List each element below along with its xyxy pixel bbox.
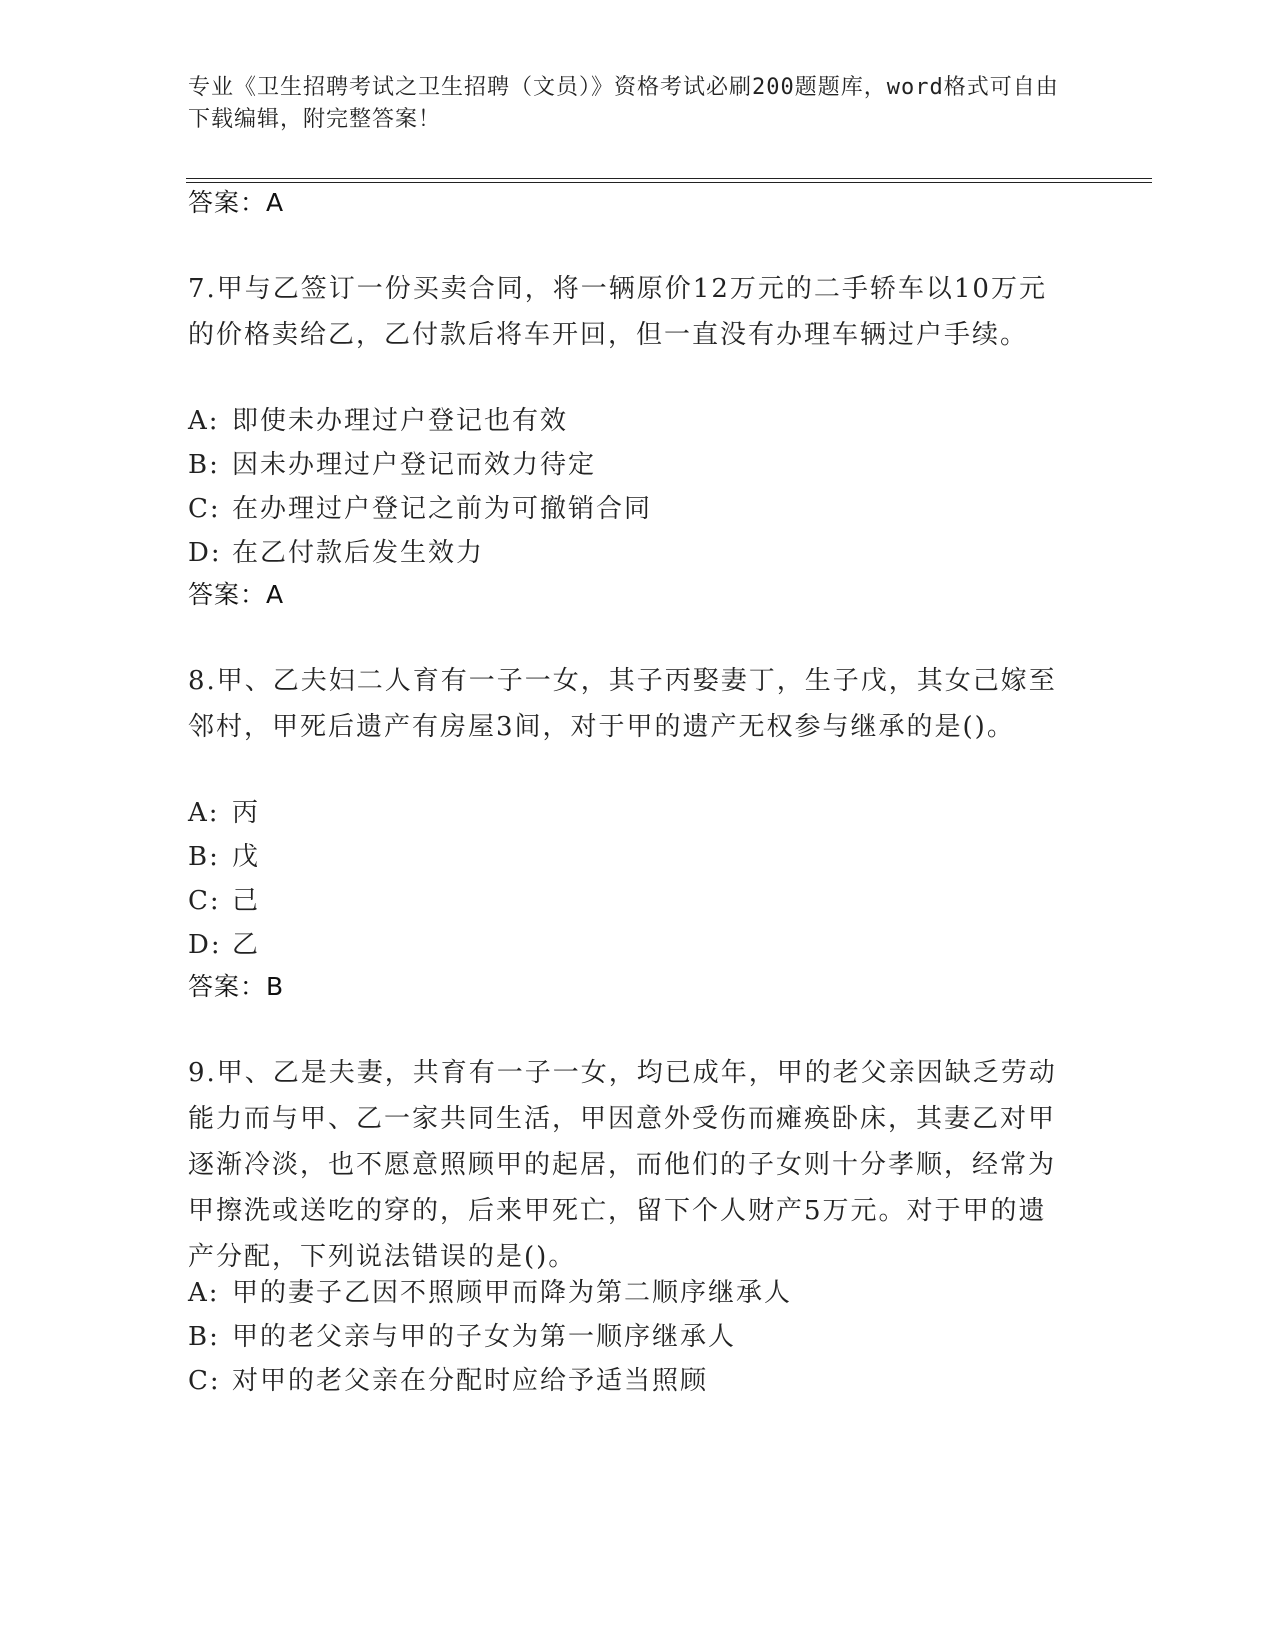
option-key: B: [188,842,220,872]
header-rule-top [186,178,1152,179]
question-8-option-b [188,840,260,874]
option-key: D: [188,930,222,960]
question-9-option-b [188,1320,736,1354]
question-8-stem: 8.甲、乙夫妇二人育有一子一女，其子丙娶妻丁，生子戊，其女己嫁至邻村，甲死后遗产有房屋3间，对于甲的遗产无权参与继承的是()。 [188,666,1057,742]
question-8-answer: 答案：B [188,972,285,1001]
option-text: 己 [232,886,261,916]
option-key: B: [188,450,220,480]
option-key: C: [188,1366,221,1396]
question-8-option-c [188,884,260,918]
option-text: 乙 [232,930,261,960]
option-key: B: [188,1322,220,1352]
question-7-answer: 答案：A [188,580,285,609]
question-8-option-a [188,796,260,830]
option-text: 对甲的老父亲在分配时应给予适当照顾 [232,1366,709,1396]
header-rule-bottom [186,182,1152,183]
option-text: 甲的老父亲与甲的子女为第一顺序继承人 [232,1322,737,1352]
question-9-stem: 9.甲、乙是夫妻，共育有一子一女，均已成年，甲的老父亲因缺乏劳动能力而与甲、乙一家共同生活，甲因意外受伤而瘫痪卧床，其妻乙对甲逐渐冷淡，也不愿意照顾甲的起居，而他们的子女则十分孝顺，经常为甲擦洗或送吃的穿的，后来甲死亡，留下个人财产5万元。对于甲的遗产分配，下列说法错误的是()。 [188,1058,1057,1272]
question-7-option-b [188,448,596,482]
question-9-option-c [188,1364,708,1398]
option-text: 即使未办理过户登记也有效 [232,406,569,436]
option-text: 甲的妻子乙因不照顾甲而降为第二顺序继承人 [232,1278,793,1308]
option-key: A: [188,406,220,436]
question-7-option-a [188,404,568,438]
question-7-stem: 7.甲与乙签订一份买卖合同，将一辆原价12万元的二手轿车以10万元的价格卖给乙，乙付款后将车开回，但一直没有办理车辆过户手续。 [188,274,1047,350]
option-text: 丙 [232,798,261,828]
option-key: D: [188,538,222,568]
page-header: 专业《卫生招聘考试之卫生招聘（文员）》资格考试必刷200题题库，word格式可自由下载编辑，附完整答案！ [188,75,1059,132]
option-text: 在乙付款后发生效力 [232,538,485,568]
option-key: C: [188,494,221,524]
question-8-option-d [188,928,260,962]
option-text: 戊 [232,842,261,872]
option-key: A: [188,1278,220,1308]
option-text: 因未办理过户登记而效力待定 [232,450,597,480]
question-9-option-a [188,1276,792,1310]
option-key: A: [188,798,220,828]
question-7-option-d [188,536,484,570]
question-7-option-c [188,492,652,526]
option-key: C: [188,886,221,916]
answer-label: 答案：A [188,188,285,217]
option-text: 在办理过户登记之前为可撤销合同 [232,494,653,524]
